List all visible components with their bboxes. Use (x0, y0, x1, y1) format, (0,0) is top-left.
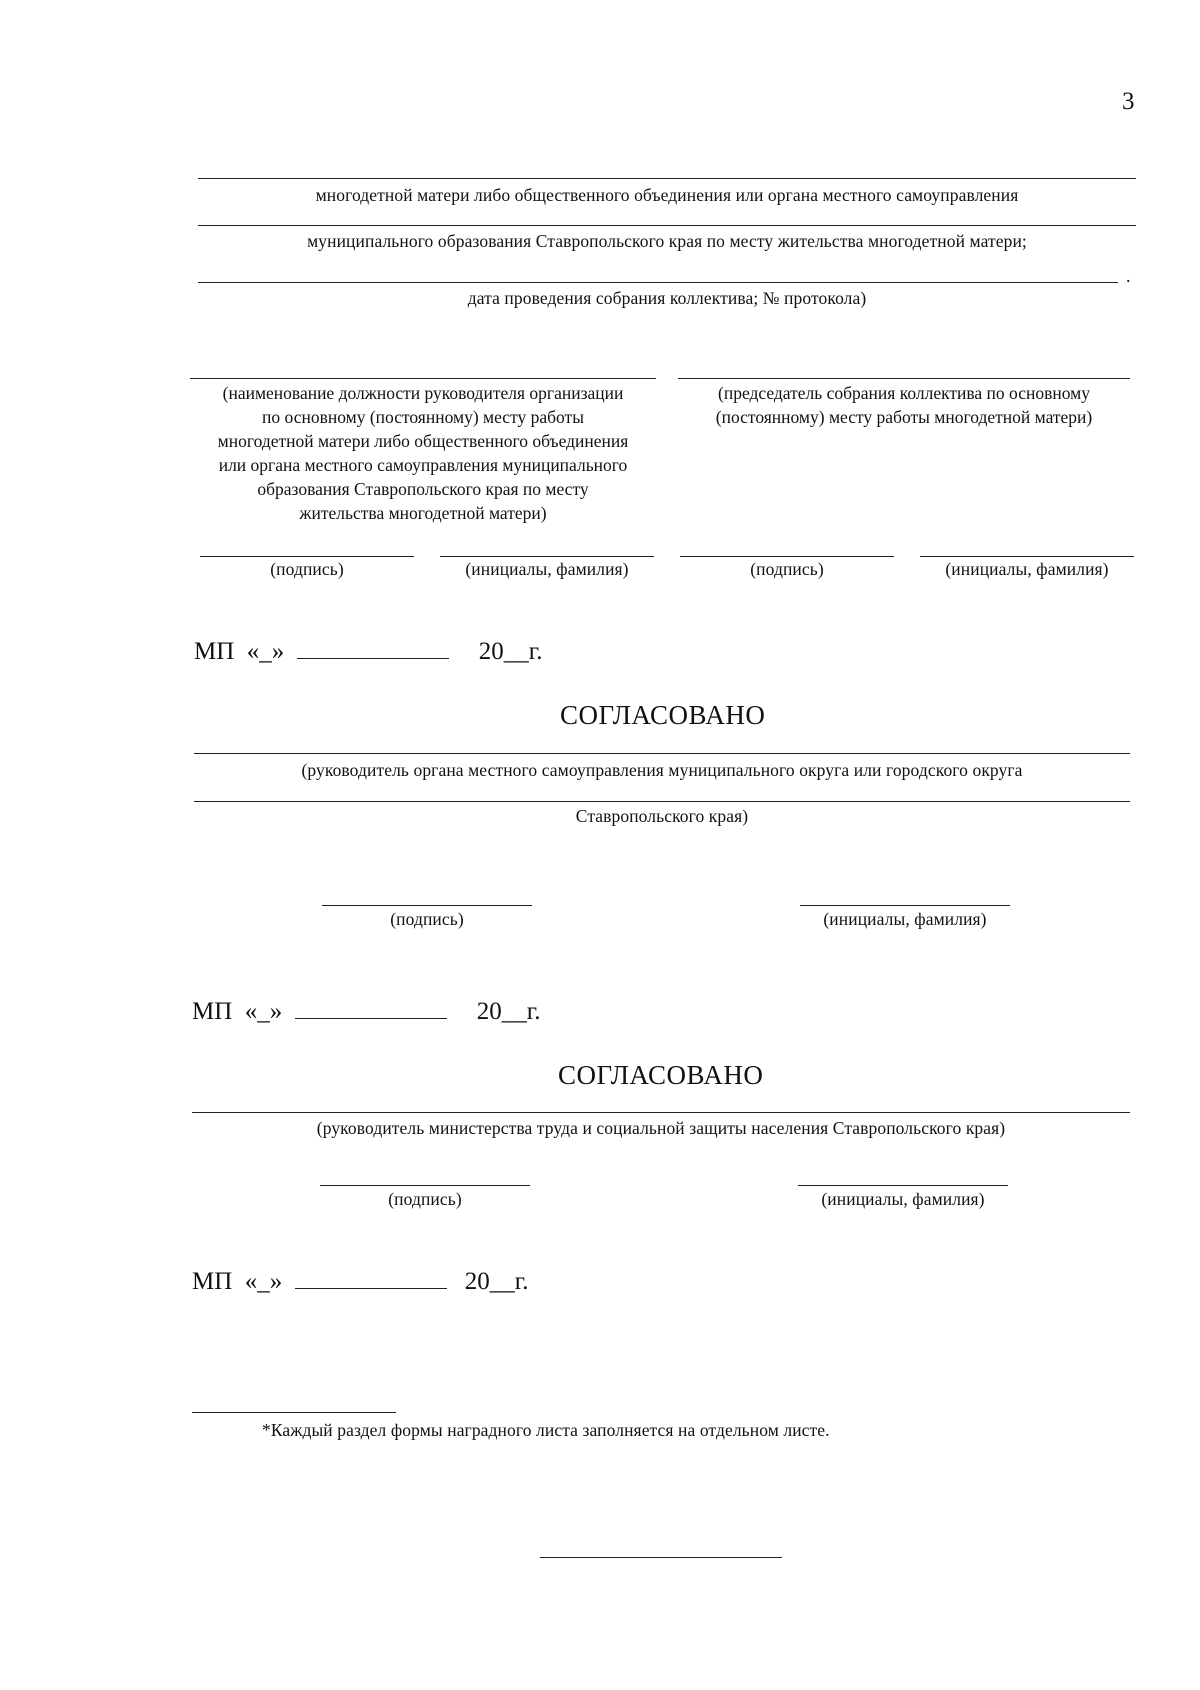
fill-line (194, 801, 1130, 802)
approval1-caption-line-1: (руководитель органа местного самоуправления муниципального округа или городского округа (301, 760, 1023, 780)
page-number: 3 (1122, 88, 1135, 115)
top-caption-line-1: многодетной матери либо общественного объединения или органа местного самоуправления (315, 185, 1019, 205)
stamp-day: «_» (246, 638, 285, 665)
stamp-day: «_» (244, 998, 283, 1025)
approval-heading-2: СОГЛАСОВАНО (558, 1060, 764, 1090)
signature-label: (подпись) (270, 559, 344, 579)
signature-label: (подпись) (388, 1189, 462, 1209)
name-label: (инициалы, фамилия) (821, 1189, 985, 1209)
stamp-date-3 (192, 1268, 528, 1296)
position-caption-line: (наименование должности руководителя организации (222, 383, 624, 403)
footnote-rule (192, 1412, 396, 1413)
stamp-mp: МП (194, 638, 235, 665)
fill-line (198, 225, 1136, 226)
name-line (440, 556, 654, 557)
top-caption-line-2: муниципального образования Ставропольского края по месту жительства многодетной матери; (307, 231, 1027, 251)
stamp-day: «_» (244, 1268, 283, 1295)
top-caption-line-3: дата проведения собрания коллектива; № протокола) (467, 288, 867, 308)
position-caption-line: многодетной матери либо общественного объединения (217, 431, 629, 451)
signature-line (322, 905, 532, 906)
fill-line (194, 753, 1130, 754)
position-line (190, 378, 656, 379)
name-line (800, 905, 1010, 906)
period-mark: . (1126, 266, 1131, 286)
footnote-text: *Каждый раздел формы наградного листа заполняется на отдельном листе. (262, 1420, 830, 1440)
name-line (798, 1185, 1008, 1186)
chairman-caption-line: (постоянному) месту работы многодетной матери) (715, 407, 1093, 427)
name-label: (инициалы, фамилия) (465, 559, 629, 579)
stamp-year: 20__г. (476, 998, 541, 1025)
closing-rule (540, 1557, 782, 1558)
position-caption-line: по основному (постоянному) месту работы (262, 407, 584, 427)
position-caption-line: жительства многодетной матери) (299, 503, 547, 523)
stamp-date-1 (194, 638, 542, 666)
name-line (920, 556, 1134, 557)
month-blank (297, 658, 449, 659)
position-caption-line: или органа местного самоуправления муниципального (218, 455, 628, 475)
month-blank (295, 1288, 447, 1289)
signature-line (320, 1185, 530, 1186)
signature-line (680, 556, 894, 557)
chairman-caption-line: (председатель собрания коллектива по основному (718, 383, 1090, 403)
position-caption-line: образования Ставропольского края по месту (257, 479, 589, 499)
stamp-mp: МП (192, 998, 233, 1025)
fill-line (192, 1112, 1130, 1113)
stamp-mp: МП (192, 1268, 233, 1295)
stamp-year: 20__г. (464, 1268, 529, 1295)
position-caption (178, 381, 668, 525)
fill-line (198, 282, 1118, 283)
month-blank (295, 1018, 447, 1019)
fill-line (198, 178, 1136, 179)
approval-heading-1: СОГЛАСОВАНО (560, 700, 766, 730)
approval1-caption-line-2: Ставропольского края) (575, 806, 749, 826)
chairman-caption (674, 381, 1134, 429)
approval2-caption-line-1: (руководитель министерства труда и социальной защиты населения Ставропольского края) (316, 1118, 1006, 1138)
name-label: (инициалы, фамилия) (823, 909, 987, 929)
stamp-date-2 (192, 998, 540, 1026)
signature-line (200, 556, 414, 557)
stamp-year: 20__г. (478, 638, 543, 665)
signature-label: (подпись) (390, 909, 464, 929)
signature-label: (подпись) (750, 559, 824, 579)
chairman-line (678, 378, 1130, 379)
name-label: (инициалы, фамилия) (945, 559, 1109, 579)
